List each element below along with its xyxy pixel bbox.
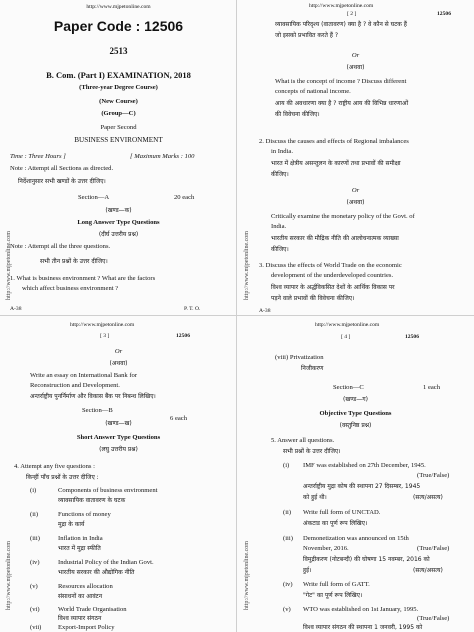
section-a: Section—A xyxy=(78,194,110,201)
section-c-marks: 1 each xyxy=(423,384,441,391)
long-answer-heading-hindi: (दीर्घ उत्तरीय प्रश्न) xyxy=(98,231,139,238)
or-label-2: Or xyxy=(351,187,360,194)
item-hindi: भारत में मुद्रा स्फीति xyxy=(58,545,101,552)
essay-question-hindi: अन्तर्राष्ट्रीय पुनर्निर्माण और विकास बैंक पर निबन्ध लिखिए। xyxy=(30,393,156,400)
section-b-hindi: (खण्ड—ख) xyxy=(105,420,132,427)
question-3-line-1: 3. Discuss the effects of World Trade on the economic xyxy=(259,262,402,269)
subject: BUSINESS ENVIRONMENT xyxy=(74,136,163,144)
footer-pto: P. T. O. xyxy=(184,306,201,312)
item-hindi: मुद्रा के कार्य xyxy=(58,521,85,528)
page-3 xyxy=(0,316,237,632)
item-number: (iii) xyxy=(30,535,40,542)
item-number: (iv) xyxy=(30,559,40,566)
item-number: (vii) xyxy=(30,624,42,631)
item-number: (ii) xyxy=(283,509,292,516)
watermark-text: http://www.mjpetonline.com xyxy=(6,231,12,300)
item-hindi: अंकटाड का पूर्ण रूप लिखिए। xyxy=(303,520,368,527)
item-english: Write full form of GATT. xyxy=(303,581,370,588)
note-sections: Note : Attempt all Sections as directed. xyxy=(10,165,114,172)
q1-hindi-line-2: जो इसको प्रभावित करते हैं ? xyxy=(275,32,339,39)
paper-code: Paper Code : 12506 xyxy=(53,18,184,34)
page-url: http://www.mjpetonline.com xyxy=(309,3,374,9)
page-code: 12506 xyxy=(176,333,190,339)
exam-title: B. Com. (Part I) EXAMINATION, 2018 xyxy=(46,70,191,80)
item-hindi: विश्व व्यापार संगठन xyxy=(58,615,102,622)
item-tag: (True/False) xyxy=(417,545,450,552)
section-c: Section—C xyxy=(333,384,364,391)
footer-code: A-38 xyxy=(10,306,22,312)
item-tag-hindi: (सत्य/असत्य) xyxy=(413,567,443,574)
or-label-hindi: (अथवा) xyxy=(346,64,365,71)
page-4 xyxy=(237,316,474,632)
item-english-2: November, 2016. xyxy=(303,545,349,552)
item-english: Resources allocation xyxy=(58,583,113,590)
income-question-line-2: concepts of national income. xyxy=(275,88,351,95)
page-number: [ 3 ] xyxy=(100,333,110,339)
section-b-marks: 6 each xyxy=(170,415,188,422)
essay-question-line-2: Reconstruction and Development. xyxy=(30,382,120,389)
page-number: [ 2 ] xyxy=(347,11,357,17)
item-english: Functions of money xyxy=(58,511,111,518)
item-hindi: विश्व व्यापार संगठन की स्थापना 1 जनवरी, 1995 को xyxy=(303,624,423,631)
page-number: [ 4 ] xyxy=(341,334,351,340)
page-divider-vertical xyxy=(236,0,237,632)
question-3-hindi-1: विश्व व्यापार के अर्द्धविकसित देशों के आर्थिक विकास पर xyxy=(271,284,395,291)
objective-heading-hindi: (वस्तुनिष्ठ प्रश्न) xyxy=(339,422,372,429)
monetary-question-line-1: Critically examine the monetary policy of the Govt. of xyxy=(271,213,415,220)
paper-number: 2513 xyxy=(109,46,128,56)
item-viii: (viii) Privatization xyxy=(275,354,324,361)
or-label-2-hindi: (अथवा) xyxy=(346,199,365,206)
item-hindi: संसाधनों का आवंटन xyxy=(58,593,103,600)
section-a-marks: 20 each xyxy=(174,194,195,201)
footer-code: A-38 xyxy=(259,308,271,314)
time-allowed: Time : Three Hours ] xyxy=(10,153,66,160)
short-answer-heading: Short Answer Type Questions xyxy=(76,434,161,441)
monetary-question-line-2: India. xyxy=(271,223,287,230)
item-hindi: भारतीय सरकार की औद्योगिक नीति xyxy=(58,569,135,576)
item-viii-hindi: निजीकरण xyxy=(301,365,324,372)
objective-heading: Objective Type Questions xyxy=(319,410,392,417)
note-sections-hindi: निर्देशानुसार सभी खण्डों के उत्तर दीजिए। xyxy=(18,178,106,185)
item-english: Inflation in India xyxy=(58,535,103,542)
page-divider-horizontal xyxy=(0,315,474,316)
item-hindi: अन्तर्राष्ट्रीय मुद्रा कोष की स्थापना 27 दिसम्बर, 1945 xyxy=(303,483,421,490)
income-question-hindi-1: आय की अवधारणा क्या है ? राष्ट्रीय आय की विभिन्न धारणाओं xyxy=(275,100,409,107)
item-number: (v) xyxy=(30,583,38,590)
page-url: http://www.mjpetonline.com xyxy=(86,4,151,10)
page-2 xyxy=(237,0,474,316)
question-2-line-1: 2. Discuss the causes and effects of Regional imbalances xyxy=(259,138,409,145)
watermark-text: http://www.mjpetonline.com xyxy=(244,541,250,610)
question-3-hindi-2: पड़ने वाले प्रभावों की विवेचना कीजिए। xyxy=(271,295,355,302)
note-three-questions-hindi: सभी तीन प्रश्नों के उत्तर दीजिए। xyxy=(40,258,108,265)
item-english: Write full form of UNCTAD. xyxy=(303,509,381,516)
income-question-hindi-2: की विवेचना कीजिए। xyxy=(275,111,320,118)
essay-question-line-1: Write an essay on International Bank for xyxy=(30,372,138,379)
page-url: http://www.mjpetonline.com xyxy=(315,322,380,328)
item-hindi: व्यावसायिक वातावरण के घटक xyxy=(58,497,126,504)
page-url: http://www.mjpetonline.com xyxy=(70,322,135,328)
item-english: IMF was established on 27th December, 1945. xyxy=(303,462,426,469)
item-english: Demonetization was announced on 15th xyxy=(303,535,409,542)
page-code: 12506 xyxy=(437,11,451,17)
item-number: (vi) xyxy=(30,606,40,613)
question-1-line-2: which affect business environment ? xyxy=(22,285,119,292)
item-number: (i) xyxy=(30,487,37,494)
question-2-line-2: in India. xyxy=(271,148,293,155)
section-a-hindi: (खण्ड—क) xyxy=(105,207,132,214)
group: (Group—C) xyxy=(101,110,136,117)
page-code: 12506 xyxy=(405,334,419,340)
section-c-hindi: (खण्ड—ग) xyxy=(342,396,369,403)
item-english: Export-Import Policy xyxy=(58,624,115,631)
item-number: (iv) xyxy=(283,581,293,588)
watermark-text: http://www.mjpetonline.com xyxy=(6,541,12,610)
maximum-marks: [ Maximum Marks : 100 xyxy=(130,153,195,160)
degree-course: (Three-year Degree Course) xyxy=(79,84,158,91)
question-4-hindi: किन्हीं पाँच प्रश्नों के उत्तर दीजिए : xyxy=(26,474,99,481)
item-hindi-2: हुई। xyxy=(303,567,312,574)
item-tag: (True/False) xyxy=(417,472,450,479)
item-hindi: विमुद्रीकरण (नोटबन्दी) की घोषणा 15 नवम्बर, 2016 को xyxy=(303,556,430,563)
item-number: (ii) xyxy=(30,511,39,518)
question-2-hindi-2: कीजिए। xyxy=(271,171,289,178)
short-answer-heading-hindi: (लघु उत्तरीय प्रश्न) xyxy=(99,446,138,453)
question-5-hindi: सभी प्रश्नों के उत्तर दीजिए। xyxy=(283,448,341,455)
item-english: Components of business environment xyxy=(58,487,158,494)
question-2-hindi-1: भारत में क्षेत्रीय असन्तुलन के कारणों तथा प्रभावों की समीक्षा xyxy=(271,160,401,167)
monetary-question-hindi-2: कीजिए। xyxy=(271,246,289,253)
item-number: (v) xyxy=(283,606,291,613)
or-label-hindi: (अथवा) xyxy=(109,360,128,367)
item-hindi: "गेट" का पूर्ण रूप लिखिए। xyxy=(303,592,363,599)
item-hindi-2: को हुई थी। xyxy=(303,494,327,501)
q1-hindi-line-1: व्यावसायिक परिदृश्य (वातावरण) क्या है ? वे कौन से घटक हैं xyxy=(275,21,407,28)
or-label: Or xyxy=(114,348,123,355)
long-answer-heading: Long Answer Type Questions xyxy=(77,219,160,226)
section-b: Section—B xyxy=(82,407,113,414)
income-question-line-1: What is the concept of income ? Discuss different xyxy=(275,78,407,85)
watermark-text: http://www.mjpetonline.com xyxy=(244,231,250,300)
note-three-questions: Note : Attempt all the three questions. xyxy=(10,243,111,250)
item-tag-hindi: (सत्य/असत्य) xyxy=(413,494,443,501)
item-number: (iii) xyxy=(283,535,293,542)
question-3-line-2: development of the underdeveloped countries. xyxy=(271,272,394,279)
paper-number-text: Paper Second xyxy=(100,124,137,131)
monetary-question-hindi-1: भारतीय सरकार की मौद्रिक नीति की आलोचनात्मक व्याख्या xyxy=(271,235,399,242)
item-tag: (True/False) xyxy=(417,615,450,622)
item-english: World Trade Organisation xyxy=(58,606,127,613)
course-type: (New Course) xyxy=(99,98,138,105)
item-english: Industrial Policy of the Indian Govt. xyxy=(58,559,154,566)
or-label: Or xyxy=(351,52,360,59)
page-1 xyxy=(0,0,237,316)
question-1-line-1: 1. What is business environment ? What are the factors xyxy=(10,275,156,282)
item-number: (i) xyxy=(283,462,290,469)
question-4: 4. Attempt any five questions : xyxy=(14,463,95,470)
question-5: 5. Answer all questions. xyxy=(271,437,335,444)
item-english: WTO was established on 1st January, 1995. xyxy=(303,606,419,613)
